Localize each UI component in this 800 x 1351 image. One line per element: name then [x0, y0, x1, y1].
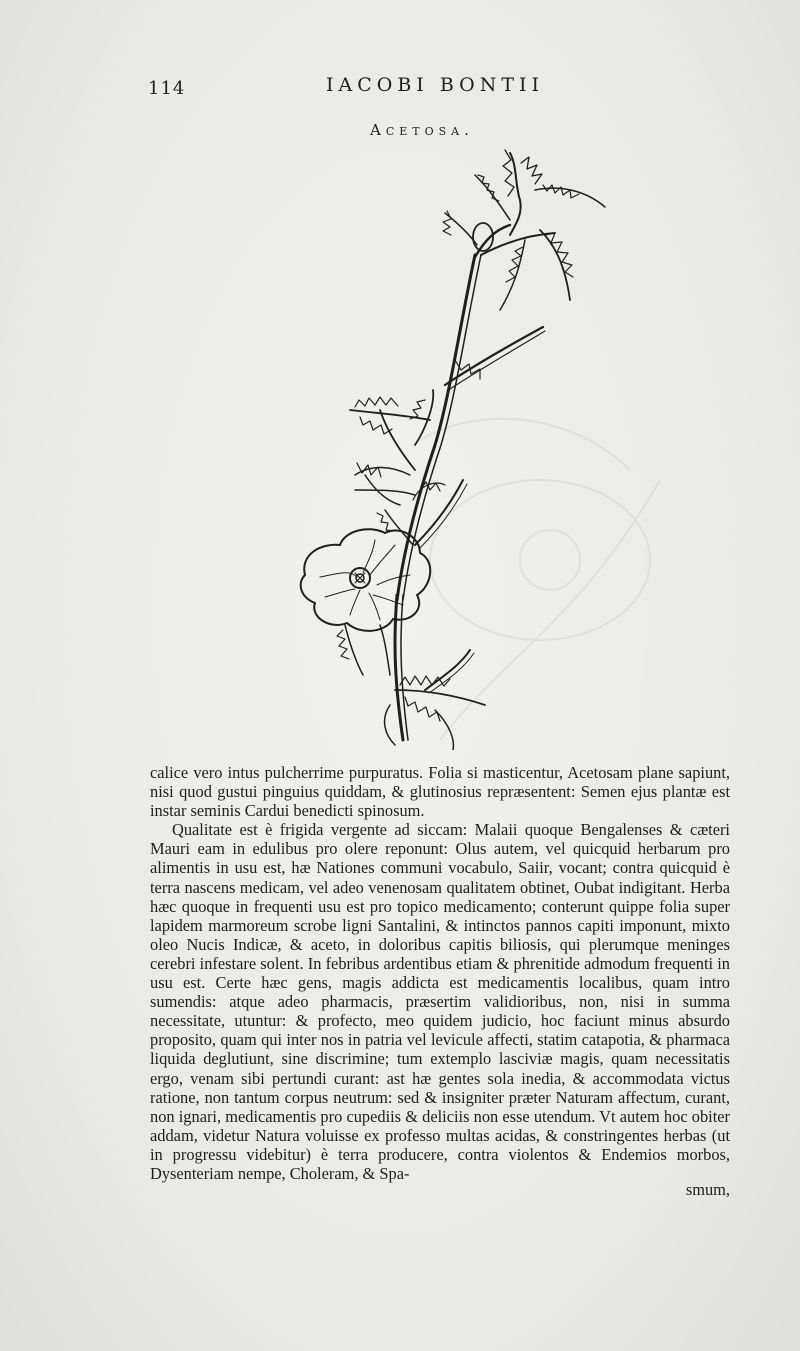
- running-head: [148, 74, 568, 104]
- paragraph-1: calice vero intus pulcherrime purpuratus. Folia si masticentur, Acetosam plane sapiunt, nisi quod gustui pinguius quiddam, & glutinosius repræsentent: Semen ejus plantæ est instar seminis Cardui benedicti spinosum.: [150, 763, 730, 821]
- body-text: [150, 763, 730, 1183]
- paragraph-2: Qualitate est è frigida vergente ad siccam: Malaii quoque Bengalenses & cæteri Mauri eam in edulibus pro olere reponunt: Olus autem, vel quicquid herbarum pro alimentis in usu est, hæ Nationes communi vocabulo, Saiir, vocant; contra quicquid è terra nascens medicam, vel adeo venenosam qualitatem obtinet, Oubat indigitant. Herba hæc quoque in frequenti usu est pro topico medicamento; conterunt quippe folia super lapidem marmoreum scrobe ligni Santalini, & intinctos pannos capiti imponunt, mixto oleo Nucis Indicæ, & aceto, in doloribus capitis biliosis, qui plerumque meninges cerebri infestare solent. In febribus ardentibus etiam & phrenitide admodum frequenti in usu est. Certe hæc gens, magis addicta est medicamentis localibus, quam intro sumendis: atque adeo pharmacis, præsertim validioribus, non, nisi in summa necessitate, utuntur: & profecto, meo quidem judicio, hoc faciunt minus absurdo proposito, quam qui inter nos in patria vel levicule affecti, statim catapotia, & pharmaca liquida deglutiunt, sine discrimine; tum extemplo lasciviæ magis, quam necessitatis ergo, venam sibi pertundi curant: ast hæ gentes sola inedia, & accommodata victus ratione, non tantum corpus neutrum: sed & insigniter præter Naturam affectum, curant, non ignari, medicamentis pro cupediis & deliciis non esse utendum. Vt autem hoc obiter addam, videtur Natura voluisse ex professo multas acidas, & constringentes herbas (ut in progressu videbitur) è terra producere, contra violentos & Endemios morbos, Dysenteriam nempe, Choleram, & Spa-: [150, 820, 730, 1183]
- running-title: IACOBI BONTII: [326, 74, 545, 96]
- plant-woodcut-illustration: [285, 145, 620, 750]
- catchword: smum,: [685, 1180, 730, 1199]
- plant-heading: Acetosa.: [370, 121, 474, 139]
- page-number: 114: [148, 78, 186, 99]
